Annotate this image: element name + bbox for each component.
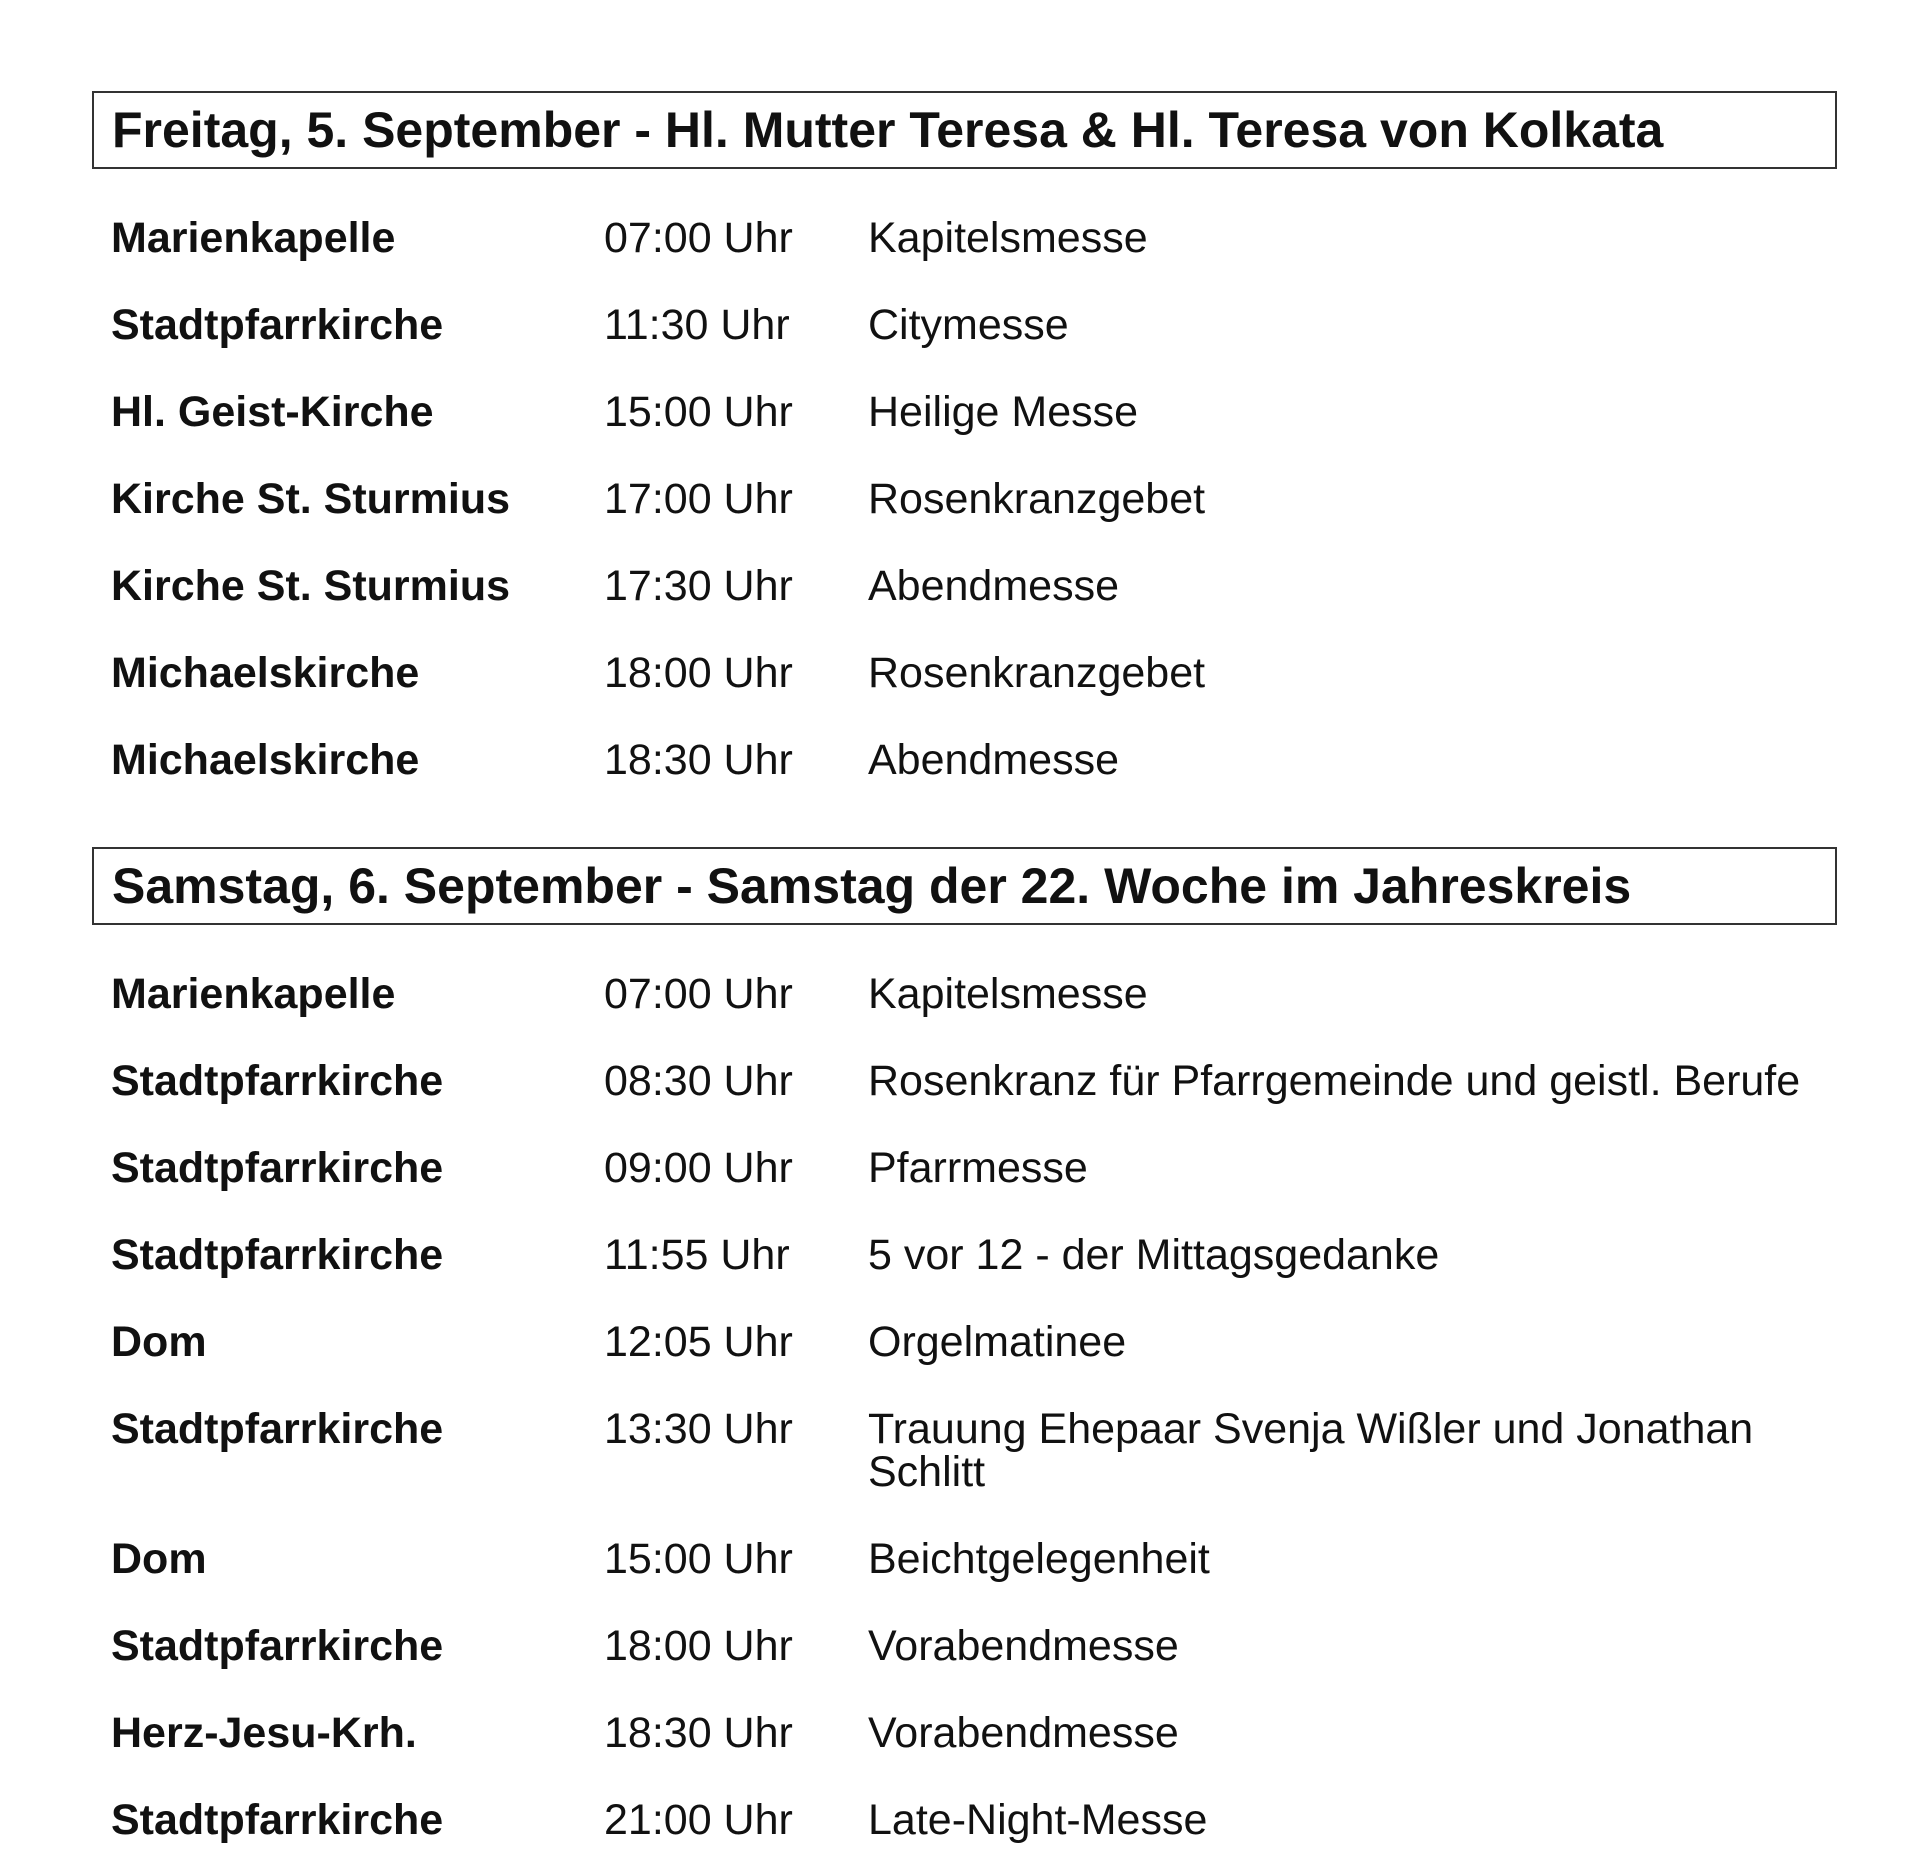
entry-description: Kapitelsmesse (868, 970, 1148, 1018)
entry-time: 17:00 Uhr (604, 475, 793, 523)
entry-location: Stadtpfarrkirche (111, 301, 444, 349)
entry-time: 11:55 Uhr (604, 1231, 790, 1279)
entry-description: Orgelmatinee (868, 1318, 1127, 1366)
entry-location: Stadtpfarrkirche (111, 1622, 444, 1670)
entry-time: 07:00 Uhr (604, 970, 793, 1018)
entry-description: Kapitelsmesse (868, 214, 1148, 262)
entry-description: Rosenkranzgebet (868, 475, 1206, 523)
entry-time: 18:00 Uhr (604, 649, 793, 697)
entry-location: Hl. Geist-Kirche (111, 388, 434, 436)
entry-location: Michaelskirche (111, 736, 420, 784)
entry-time: 08:30 Uhr (604, 1057, 793, 1105)
entry-description: Rosenkranz für Pfarrgemeinde und geistl. Berufe (868, 1057, 1801, 1105)
entry-description: Abendmesse (868, 562, 1119, 610)
day-header: Freitag, 5. September - Hl. Mutter Teresa & Hl. Teresa von Kolkata (92, 91, 1837, 169)
entry-description: 5 vor 12 - der Mittagsgedanke (868, 1231, 1440, 1279)
entry-description: Vorabendmesse (868, 1709, 1179, 1757)
entry-location: Kirche St. Sturmius (111, 562, 511, 610)
entry-location: Herz-Jesu-Krh. (111, 1709, 417, 1757)
entry-location: Stadtpfarrkirche (111, 1231, 444, 1279)
entry-location: Marienkapelle (111, 970, 396, 1018)
entry-location: Dom (111, 1318, 207, 1366)
day-header: Samstag, 6. September - Samstag der 22. Woche im Jahreskreis (92, 847, 1837, 925)
entry-time: 07:00 Uhr (604, 214, 793, 262)
entry-description: Rosenkranzgebet (868, 649, 1206, 697)
entry-time: 21:00 Uhr (604, 1796, 793, 1844)
day-section-friday (92, 91, 1837, 784)
entry-location: Kirche St. Sturmius (111, 475, 511, 523)
entry-time: 18:30 Uhr (604, 1709, 793, 1757)
entry-description: Abendmesse (868, 736, 1119, 784)
entry-time: 12:05 Uhr (604, 1318, 793, 1366)
entry-description: Pfarrmesse (868, 1144, 1088, 1192)
entry-description: Heilige Messe (868, 388, 1139, 436)
entry-time: 11:30 Uhr (604, 301, 790, 349)
entry-description: Late-Night-Messe (868, 1796, 1208, 1844)
entry-time: 17:30 Uhr (604, 562, 793, 610)
entry-description: Trauung Ehepaar Svenja Wißler und Jonathan Schlitt (868, 1405, 1754, 1496)
entry-time: 13:30 Uhr (604, 1405, 793, 1453)
entry-location: Stadtpfarrkirche (111, 1796, 444, 1844)
entry-location: Dom (111, 1535, 207, 1583)
entry-time: 18:30 Uhr (604, 736, 793, 784)
entry-description: Citymesse (868, 301, 1069, 349)
entry-location: Michaelskirche (111, 649, 420, 697)
day-section-saturday (92, 847, 1837, 1844)
entry-description: Beichtgelegenheit (868, 1535, 1210, 1583)
entry-location: Stadtpfarrkirche (111, 1405, 444, 1453)
entry-time: 15:00 Uhr (604, 388, 793, 436)
entry-time: 15:00 Uhr (604, 1535, 793, 1583)
entry-description: Vorabendmesse (868, 1622, 1179, 1670)
entry-location: Marienkapelle (111, 214, 396, 262)
entry-time: 09:00 Uhr (604, 1144, 793, 1192)
entry-time: 18:00 Uhr (604, 1622, 793, 1670)
entry-location: Stadtpfarrkirche (111, 1144, 444, 1192)
entry-location: Stadtpfarrkirche (111, 1057, 444, 1105)
